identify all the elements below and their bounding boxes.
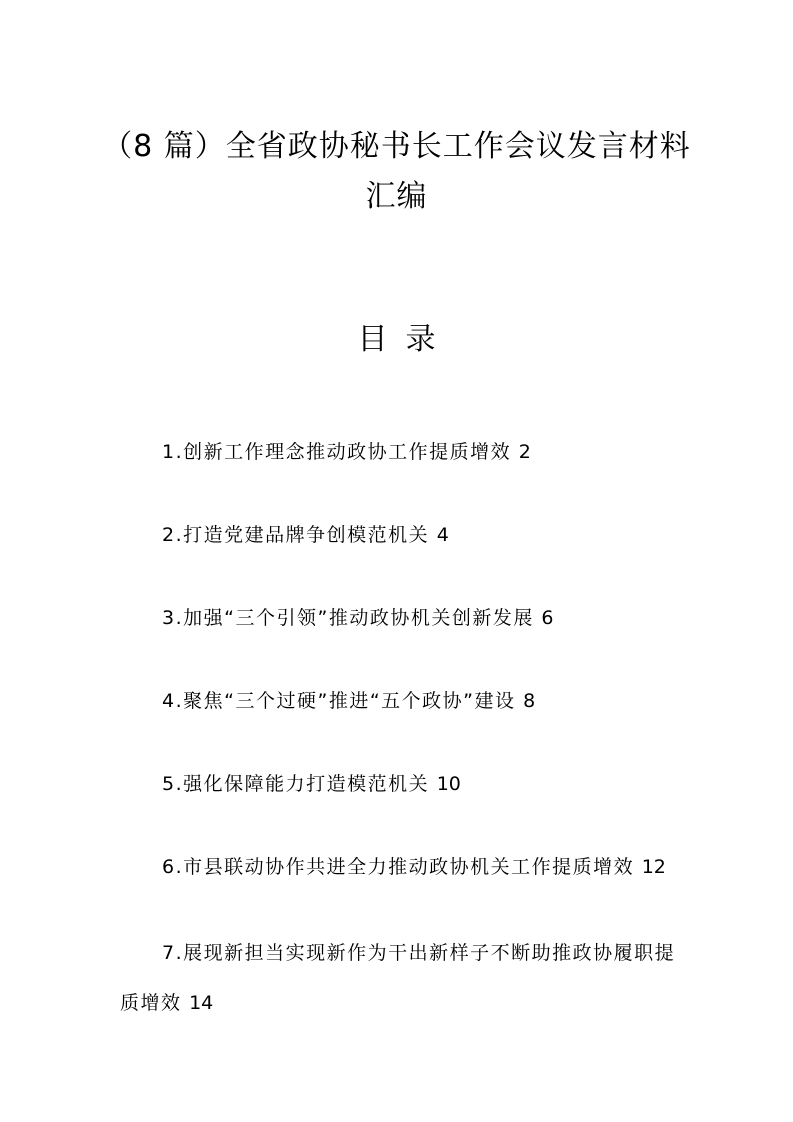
toc-item-text: 强化保障能力打造模范机关 xyxy=(183,773,430,795)
toc-heading-char-2: 录 xyxy=(405,322,436,357)
toc-item-number: 4. xyxy=(162,690,184,712)
toc-item-page: 10 xyxy=(436,773,461,795)
toc-item-text: 展现新担当实现新作为干出新样子不断助推政协履职提质增效 xyxy=(120,942,676,1014)
toc-item[interactable] xyxy=(120,762,680,845)
toc-item-number: 7. xyxy=(162,942,184,964)
toc-item-page: 4 xyxy=(436,524,449,546)
toc-item[interactable] xyxy=(120,928,680,1028)
toc-item-text: 打造党建品牌争创模范机关 xyxy=(183,524,430,546)
toc-item-page: 6 xyxy=(541,607,554,629)
toc-item-text: 聚焦“三个过硬”推进“五个政协”建设 xyxy=(183,690,516,712)
toc-item-number: 3. xyxy=(162,607,184,629)
toc-item[interactable] xyxy=(120,430,680,513)
toc-item-text: 加强“三个引领”推动政协机关创新发展 xyxy=(183,607,534,629)
toc-heading-char-1: 目 xyxy=(357,322,388,357)
toc-item-text: 市县联动协作共进全力推动政协机关工作提质增效 xyxy=(183,856,635,878)
toc-item-number: 2. xyxy=(162,524,184,546)
toc-item[interactable] xyxy=(120,596,680,679)
toc-item-page: 8 xyxy=(523,690,536,712)
toc-item[interactable] xyxy=(120,679,680,762)
document-title: （8 篇）全省政协秘书长工作会议发言材料汇编 xyxy=(102,129,691,214)
toc-item-page: 14 xyxy=(189,992,214,1014)
toc-item-page: 2 xyxy=(518,441,531,463)
toc-item-text: 创新工作理念推动政协工作提质增效 xyxy=(183,441,512,463)
toc-item-number: 6. xyxy=(162,856,184,878)
toc-list xyxy=(120,430,680,1028)
toc-item-number: 1. xyxy=(162,441,184,463)
toc-heading xyxy=(0,318,793,362)
toc-item-number: 5. xyxy=(162,773,184,795)
toc-item[interactable] xyxy=(120,513,680,596)
toc-item[interactable] xyxy=(120,845,680,928)
toc-item-page: 12 xyxy=(641,856,666,878)
